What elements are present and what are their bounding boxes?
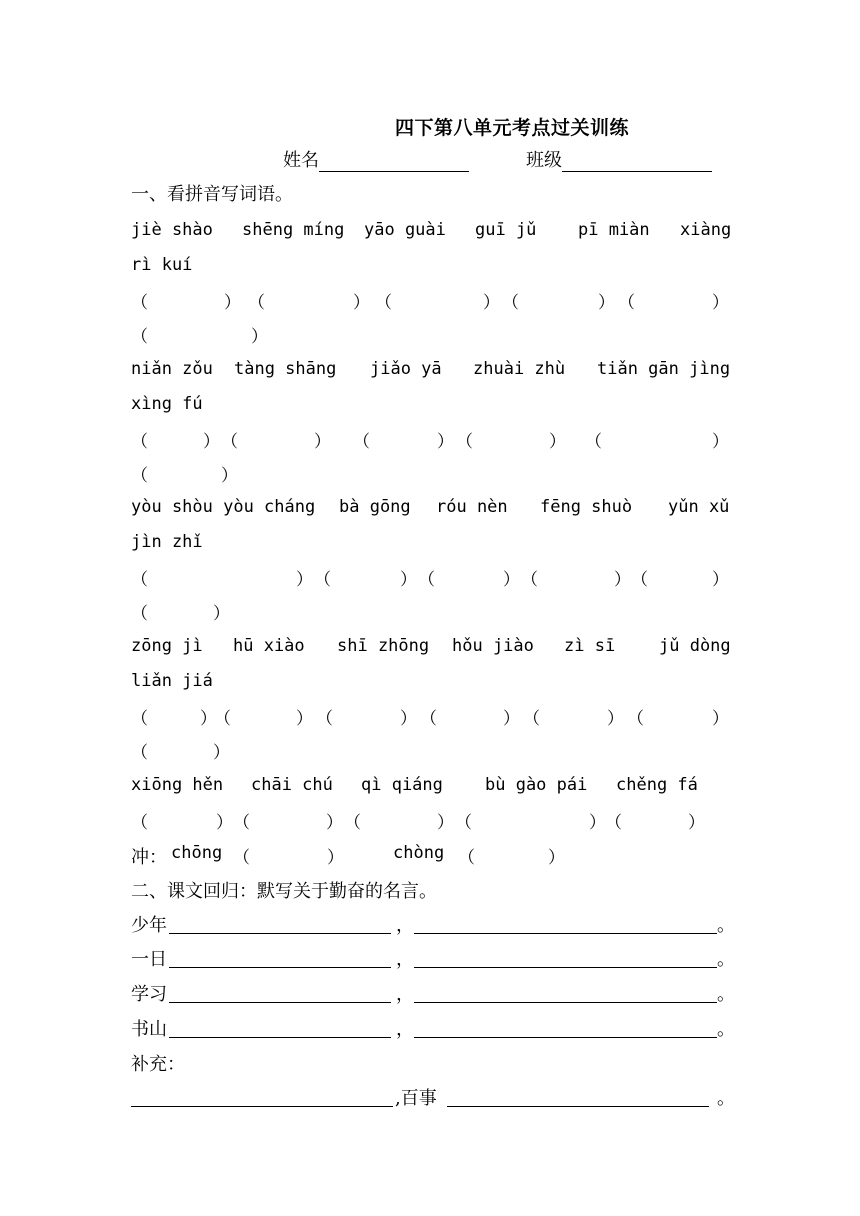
pinyin-word: zhuài zhù [473,359,566,379]
pinyin-word: shēng míng [242,220,345,240]
supplement-blank-2[interactable] [447,1106,709,1107]
pinyin-word: zōng jì [131,636,203,656]
name-blank[interactable] [319,153,469,172]
pinyin-word: jìn zhǐ [131,532,203,552]
pinyin-word: hǒu jiào [452,636,534,656]
pinyin-word: qì qiáng [361,775,443,795]
recite-line-4: 书山 ， 。 [131,1019,735,1040]
recite-blank[interactable] [414,967,717,968]
bracket-close: ） [327,848,344,868]
pinyin-word: xiàng [680,220,732,240]
pinyin-word: tiǎn gān jìng [597,359,731,379]
pinyin-word: yāo guài [364,220,446,240]
class-field [526,146,712,172]
class-blank[interactable] [562,153,712,172]
reading-1: chōng [171,843,223,863]
bracket-open: （ [458,848,475,868]
pinyin-word: jǔ dòng [659,636,731,656]
pinyin-word: bà gōng [339,497,411,517]
supplement-label: 补充： [131,1054,185,1075]
pinyin-word: niǎn zǒu [131,359,213,379]
recite-blank[interactable] [414,1002,717,1003]
pinyin-word: xìng fú [131,394,203,414]
recite-blank[interactable] [169,933,391,934]
pinyin-word: jiǎo yā [370,359,442,379]
recite-blank[interactable] [414,1037,717,1038]
recite-line-3: 学习 ， 。 [131,984,735,1005]
supplement-line [131,1084,735,1109]
pinyin-word: guī jǔ [475,220,537,240]
pinyin-word: chěng fá [616,775,698,795]
name-field [283,146,469,172]
pinyin-word: liǎn jiá [131,671,213,691]
pinyin-word: zì sī [564,636,616,656]
supplement-middle: ,百事 [395,1088,437,1109]
pinyin-word: chāi chú [251,775,333,795]
pinyin-word: róu nèn [436,497,508,517]
worksheet-page: 四下第八单元考点过关训练 姓名 班级 一、看拼音写词语。 jiè shào shēng míng yāo guài guī jǔ pī miàn xiàng rì kuí （ ） （ ） （ ） （ ） （ ） （ ） niǎn zǒu tàng shāng jiǎo yā zhuài zhù tiǎn gān jìng xìng fú （ ） （ ） （ ） （ ） （ ） （ ） yòu shòu yòu cháng bà gōng róu nèn fēng shuò yǔn xǔ jìn zhǐ （ ） （ ） （ ） （ ） （ ） （ ） zōng jì hū xiào shī zhōng hǒu jiào zì sī jǔ dòng liǎn jiá （ ） （ ） （ ） （ ） （ ） （ ） （ ） xiōng hěn chāi chú qì qiáng bù gào pái chěng fá （ ） （ ） （ ） （ ） （ ） 冲： chōng （ ） chòng （ ） 二、课文回归：默写关于勤奋的名言。 少年 ， 。 一日 ， 。 学习 ， 。 书山 ， 。 补充： ,百事 。 [0,0,860,1216]
class-label: 班级 [526,150,562,171]
supplement-blank-1[interactable] [131,1106,393,1107]
bracket-close: ） [548,848,565,868]
pinyin-word: yǔn xǔ [668,497,730,517]
recite-line-1: 少年 ， 。 [131,915,735,936]
bracket-open: （ [233,848,250,868]
pinyin-word: pī miàn [578,220,650,240]
pinyin-word: xiōng hěn [131,775,224,795]
supplement-end: 。 [717,1088,735,1109]
pinyin-word: jiè shào [131,220,213,240]
page-title: 四下第八单元考点过关训练 [395,117,630,139]
section2-title: 二、课文回归：默写关于勤奋的名言。 [131,881,437,902]
section1-title: 一、看拼音写词语。 [131,184,293,205]
polyphone-char: 冲： [131,847,167,868]
recite-blank[interactable] [169,1037,391,1038]
name-label: 姓名 [283,150,319,171]
pinyin-word: shī zhōng [337,636,430,656]
pinyin-word: bù gào pái [485,775,588,795]
pinyin-word: rì kuí [131,255,193,275]
reading-2: chòng [393,843,445,863]
pinyin-word: fēng shuò [540,497,633,517]
recite-blank[interactable] [169,1002,391,1003]
pinyin-word: hū xiào [233,636,305,656]
recite-blank[interactable] [169,967,391,968]
recite-blank[interactable] [414,933,717,934]
pinyin-word: tàng shāng [234,359,337,379]
pinyin-word: yòu shòu yòu cháng [131,497,316,517]
recite-line-2: 一日 ， 。 [131,949,735,970]
